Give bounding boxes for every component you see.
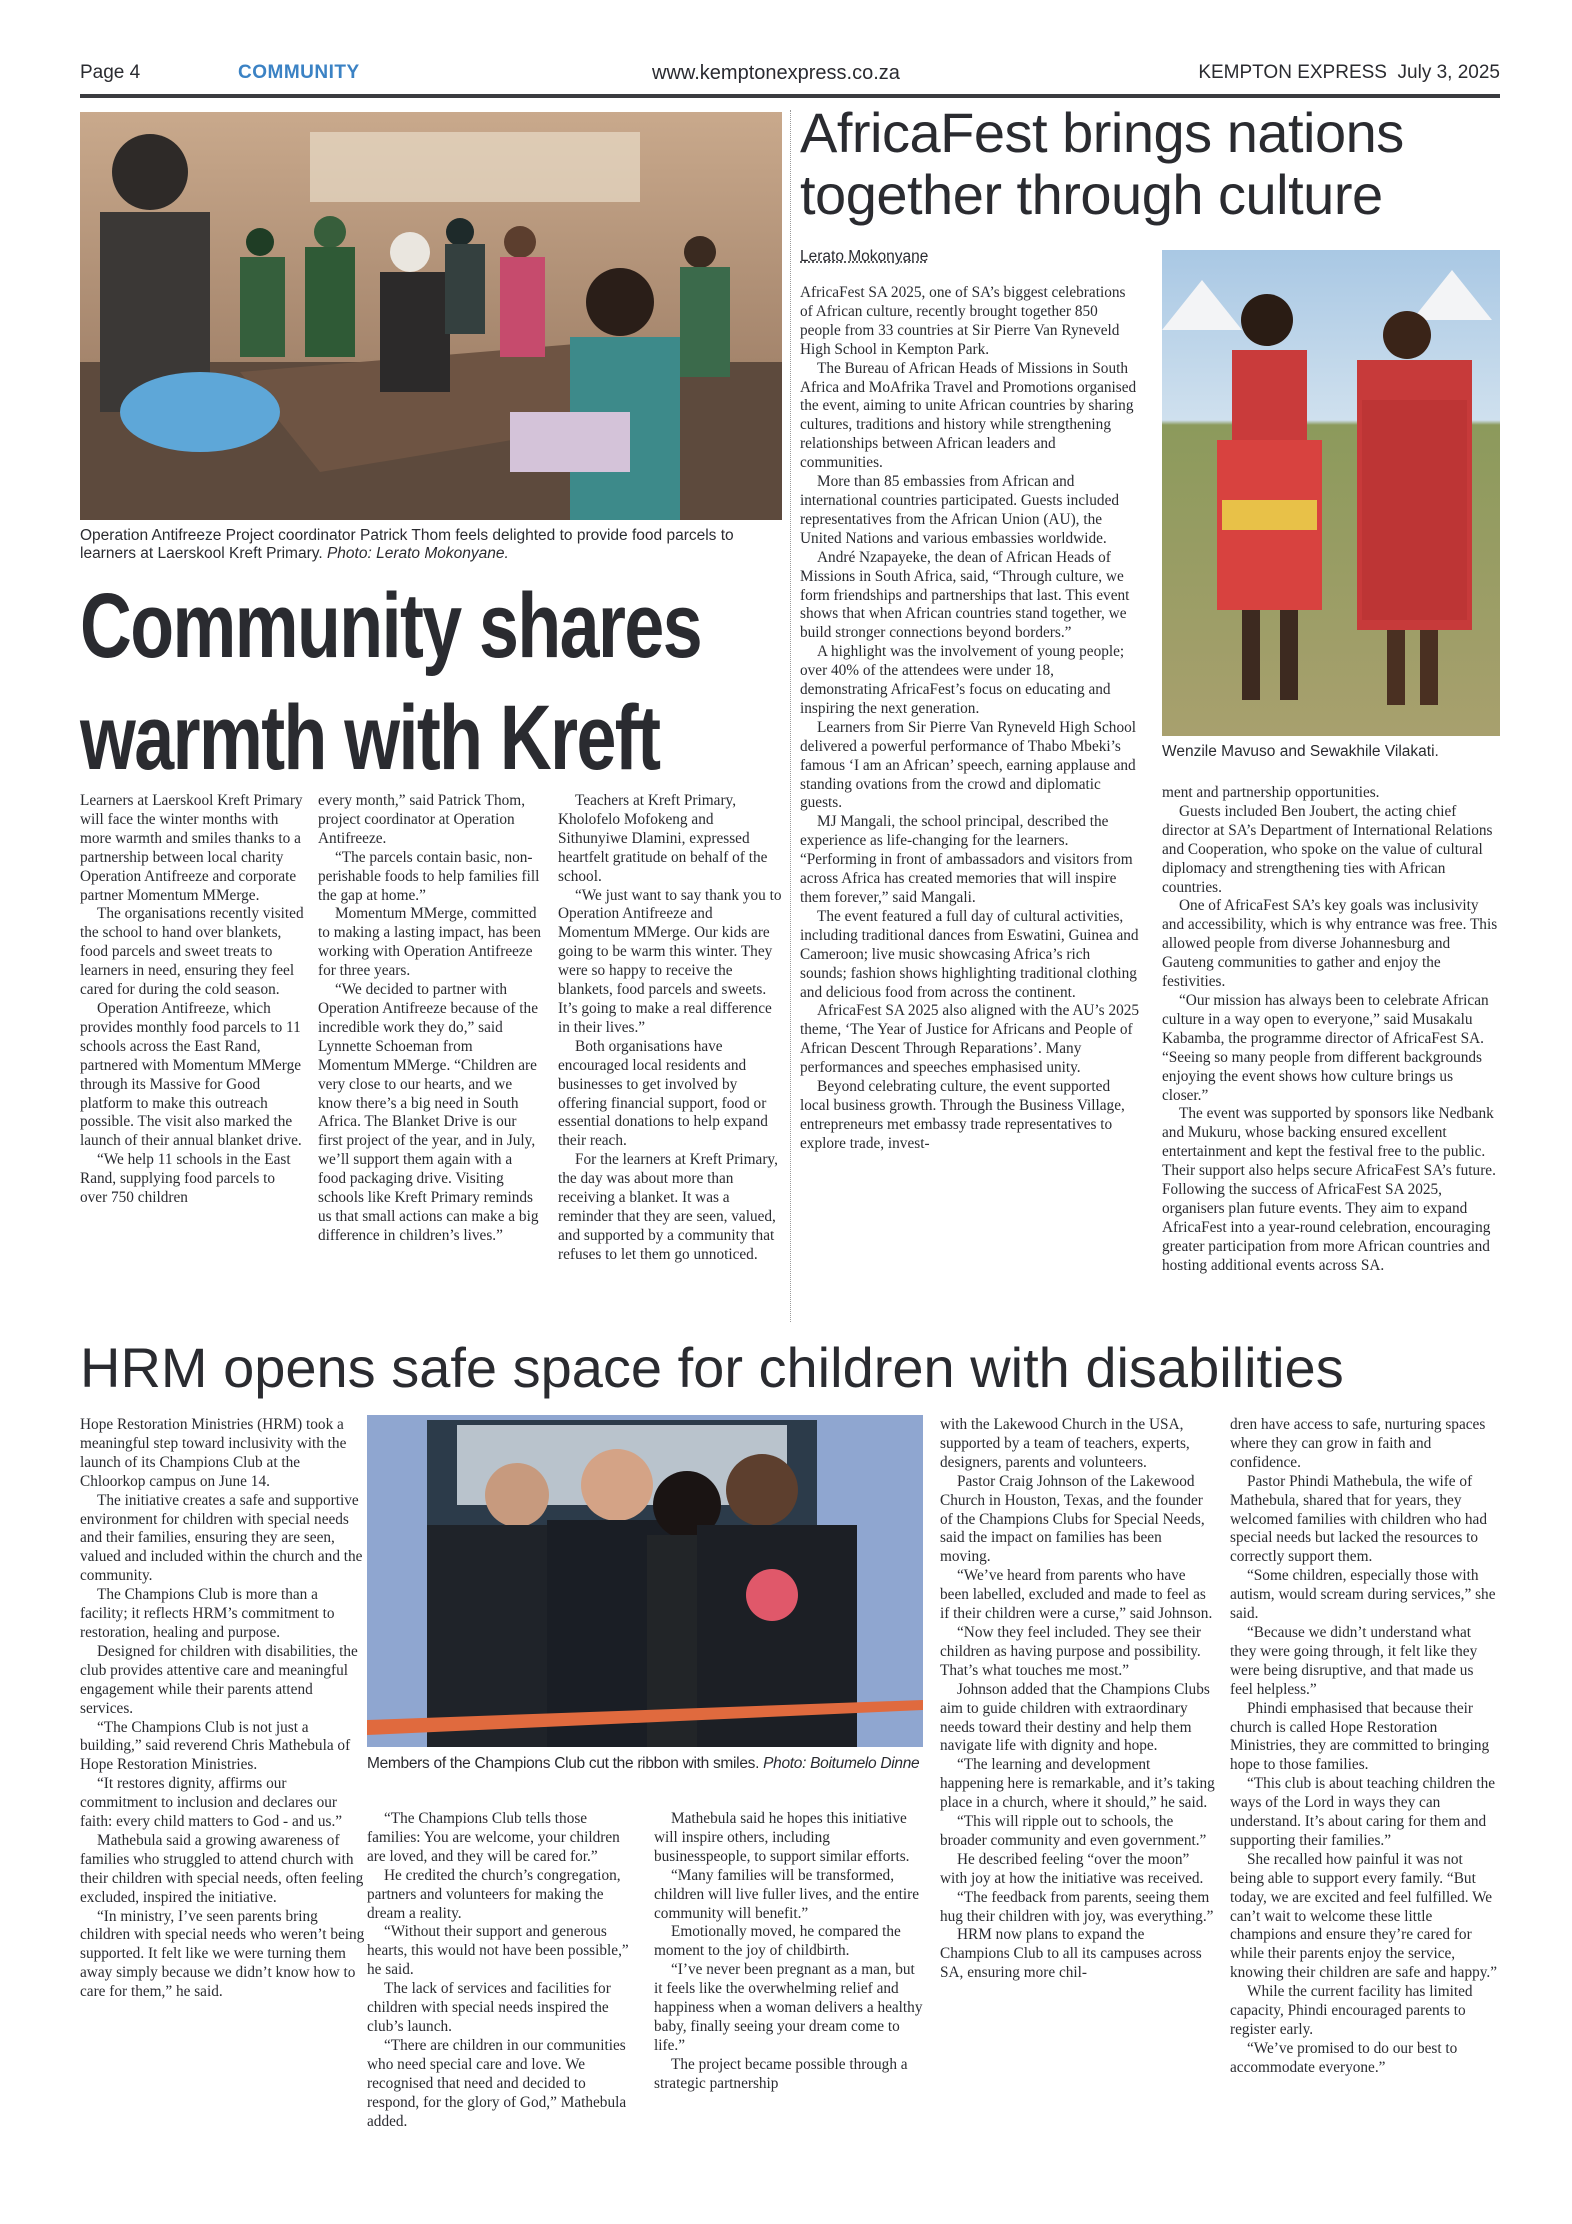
paragraph: The lack of services and facilities for children with special needs inspired the club’s launch.	[367, 1980, 611, 2035]
africafest-column-1	[800, 284, 1140, 1154]
website-url[interactable]: www.kemptonexpress.co.za	[652, 62, 900, 84]
paragraph: One of AfricaFest SA’s key goals was inclusivity and accessibility, which is why entrance was free. This allowed people from diverse Johannesburg and Gauteng communities to gather and enjoy the festivities.	[1162, 897, 1498, 991]
paragraph: Guests included Ben Joubert, the acting chief director at SA’s Department of International Relations and Cooperation, who spoke on the value of cultural diplomacy and strengthening ties with African countries.	[1162, 802, 1493, 896]
paragraph: Mathebula said he hopes this initiative will inspire others, including businesspeople, to support similar efforts.	[654, 1810, 910, 1865]
dancers-photo-illustration	[1162, 250, 1500, 736]
paragraph: every month,” said Patrick Thom, project coordinator at Operation Antifreeze.	[318, 792, 526, 847]
paragraph: “Because we didn’t understand what they were going through, it felt like they were being disruptive, and that made us feel helpless.”	[1230, 1623, 1478, 1698]
hrm-photo	[367, 1415, 923, 1747]
paragraph: Learners at Laerskool Kreft Primary will face the winter months with more warmth and smiles thanks to a partnership between local charity Operation Antifreeze and corporate partner Momentum MMerge.	[80, 792, 303, 904]
paragraph: “The feedback from parents, seeing them hug their children with joy, was everything.”	[940, 1888, 1214, 1925]
paragraph: “I’ve never been pregnant as a man, but it feels like the overwhelming relief and happiness when a woman delivers a healthy baby, finally seeing your dream come to life.”	[654, 1961, 923, 2054]
hrm-column-3	[654, 1810, 924, 2094]
paragraph: For the learners at Kreft Primary, the day was about more than receiving a blanket. It was a reminder that they are seen, valued, and supported by a community that refuses to let them go unnoticed.	[558, 1151, 778, 1263]
paragraph: with the Lakewood Church in the USA, supported by a team of teachers, experts, designers, parents and volunteers.	[940, 1416, 1190, 1471]
paragraph: “We’ve heard from parents who have been labelled, excluded and made to feel as if their children were a curse,” said Johnson.	[940, 1567, 1213, 1623]
kreft-headline-line1: Community shares	[80, 575, 702, 677]
africafest-headline-line2: together through culture	[800, 163, 1383, 226]
kreft-photo-credit: Photo: Lerato Mokonyane.	[326, 545, 509, 562]
paragraph: “The Champions Club tells those families: You are welcome, your children are loved, and they will be cared for.”	[367, 1810, 620, 1865]
paragraph: André Nzapayeke, the dean of African Heads of Missions in South Africa, said, “Through culture, we form friendships and partnerships that last. This event shows that when African countries stand together, we build stronger connections beyond borders.”	[800, 548, 1130, 642]
hrm-headline: HRM opens safe space for children with disabilities	[80, 1336, 1344, 1399]
paragraph: “The Champions Club is not just a building,” said reverend Chris Mathebula of Hope Restoration Ministries.	[80, 1718, 351, 1774]
section-label[interactable]: COMMUNITY	[238, 62, 360, 83]
kreft-column-3	[558, 792, 783, 1265]
hrm-column-5	[1230, 1416, 1500, 2078]
paragraph: A highlight was the involvement of young people; over 40% of the attendees were under 18, demonstrating AfricaFest’s focus on educating and inspiring the next generation.	[800, 643, 1125, 717]
kreft-photo	[80, 112, 782, 520]
paragraph: “Without their support and generous hearts, this would not have been possible,” he said.	[367, 1923, 629, 1979]
africafest-photo-caption: Wenzile Mavuso and Sewakhile Vilakati.	[1162, 743, 1439, 760]
paragraph: “The parcels contain basic, non-perishable foods to help families fill the gap at home.”	[318, 848, 540, 904]
paragraph: “Our mission has always been to celebrate African culture in a way open to everyone,” said Musakalu Kabamba, the programme director of AfricaFest SA. “Seeing so many people from different backgrounds enjoying the event shows how culture brings us closer.”	[1162, 991, 1489, 1104]
paragraph: The organisations recently visited the school to hand over blankets, food parcels and sweet treats to learners in need, ensuring they feel cared for during the cold season.	[80, 905, 304, 999]
paragraph: The event featured a full day of cultural activities, including traditional dances from Eswatini, Guinea and Cameroon; live music showcasing Africa’s rich sounds; fashion shows highlighting traditional clothing and delicious food from across the continent.	[800, 907, 1139, 1001]
paragraph: More than 85 embassies from African and international countries participated. Guests included representatives from the African Union (AU), the United Nations and various embassies worldwide.	[800, 473, 1120, 547]
paragraph: MJ Mangali, the school principal, described the experience as life-changing for the learners. “Performing in front of ambassadors and visitors from across Africa has created memories that will inspire them forever,” said Mangali.	[800, 813, 1133, 906]
paragraph: “We’ve promised to do our best to accommodate everyone.”	[1230, 2039, 1458, 2076]
paragraph: “Many families will be transformed, children will live fuller lives, and the entire community will benefit.”	[654, 1866, 920, 1922]
paragraph: dren have access to safe, nurturing spaces where they can grow in faith and confidence.	[1230, 1416, 1486, 1471]
masthead-rule	[80, 94, 1500, 98]
hrm-column-1	[80, 1416, 365, 2002]
paragraph: “There are children in our communities who need special care and love. We recognised that need and decided to respond, for the glory of God,” Mathebula added.	[367, 2036, 627, 2130]
paragraph: Hope Restoration Ministries (HRM) took a meaningful step toward inclusivity with the launch of its Champions Club at the Chloorkop campus on June 14.	[80, 1416, 347, 1490]
paragraph: The Champions Club is more than a facility; it reflects HRM’s commitment to restoration, healing and purpose.	[80, 1586, 335, 1641]
paragraph: Learners from Sir Pierre Van Ryneveld High School delivered a powerful performance of Thabo Mbeki’s famous ‘I am an African’ speech, earning applause and standing ovations from the crowd and diplomatic guests.	[800, 718, 1136, 812]
hrm-photo-credit: Photo: Boitumelo Dinne	[763, 1755, 920, 1772]
paragraph: Pastor Craig Johnson of the Lakewood Church in Houston, Texas, and the founder of the Champions Clubs for Special Needs, said the impact on families has been moving.	[940, 1472, 1205, 1566]
kreft-column-2	[318, 792, 543, 1246]
page-number: Page 4	[80, 62, 141, 83]
paragraph: Operation Antifreeze, which provides monthly food parcels to 11 schools across the East Rand, partnered with Momentum MMerge through its Massive for Good platform to make this outreach possible. The visit also marked the launch of their annual blanket drive.	[80, 999, 302, 1150]
ribbon-cutting-photo-illustration	[367, 1415, 923, 1747]
paragraph: ment and partnership opportunities.	[1162, 784, 1380, 801]
paragraph: While the current facility has limited capacity, Phindi encouraged parents to register early.	[1230, 1983, 1473, 2038]
paragraph: “It restores dignity, affirms our commitment to inclusion and declares our faith: every child matters to God - and us.”	[80, 1775, 343, 1831]
paragraph: “We help 11 schools in the East Rand, supplying food parcels to over 750 children	[80, 1151, 291, 1207]
paragraph: Teachers at Kreft Primary, Kholofelo Mofokeng and Sithunyiwe Dlamini, expressed heartfelt gratitude on behalf of the school.	[558, 792, 768, 885]
hrm-photo-caption: Members of the Champions Club cut the ribbon with smiles. Photo: Boitumelo Dinne	[367, 1755, 920, 1772]
column-divider	[790, 110, 791, 1322]
publication-date: KEMPTON EXPRESS July 3, 2025	[1198, 62, 1500, 83]
africafest-headline-line1: AfricaFest brings nations	[800, 101, 1404, 164]
africafest-byline[interactable]: Lerato Mokonyane	[800, 248, 929, 265]
hrm-column-4	[940, 1416, 1215, 1983]
paragraph: AfricaFest SA 2025, one of SA’s biggest celebrations of African culture, recently brought together 850 people from 33 countries at Sir Pierre Van Ryneveld High School in Kempton Park.	[800, 284, 1126, 358]
paragraph: The event was supported by sponsors like Nedbank and Mukuru, whose backing ensured excellent entertainment and kept the festival free to the public. Their support also helps secure AfricaFest SA’s future. Following the success of AfricaFest SA 2025, organisers plan future events. They aim to expand AfricaFest into a year-round celebration, encouraging greater participation from more African countries and hosting additional events across SA.	[1162, 1105, 1496, 1274]
paragraph: Emotionally moved, he compared the moment to the joy of childbirth.	[654, 1923, 901, 1960]
paragraph: He credited the church’s congregation, partners and volunteers for making the dream a reality.	[367, 1866, 621, 1922]
paragraph: Phindi emphasised that because their church is called Hope Restoration Ministries, they are committed to bringing hope to those families.	[1230, 1699, 1490, 1774]
paragraph: AfricaFest SA 2025 also aligned with the AU’s 2025 theme, ‘The Year of Justice for Africans and People of African Descent Through Reparations’. Many performances and speeches emphasised unity.	[800, 1002, 1140, 1077]
paragraph: “Now they feel included. They see their children as having purpose and possibility. That’s what touches me most.”	[940, 1623, 1201, 1679]
paragraph: “This club is about teaching children the ways of the Lord in ways they can understand. It’s about caring for them and supporting their families.”	[1230, 1775, 1496, 1849]
paragraph: HRM now plans to expand the Champions Club to all its campuses across SA, ensuring more chil-	[940, 1926, 1202, 1982]
paragraph: Momentum MMerge, committed to making a lasting impact, has been working with Operation Antifreeze for three years.	[318, 905, 542, 980]
paragraph: “Some children, especially those with autism, would scream during services,” she said.	[1230, 1567, 1496, 1623]
hrm-column-2	[367, 1810, 637, 2131]
paragraph: “The learning and development happening here is remarkable, and it’s taking place in a church, where it should,” he said.	[940, 1756, 1215, 1812]
paragraph: Beyond celebrating culture, the event supported local business growth. Through the Business Village, entrepreneurs met embassy trade representatives to explore trade, invest-	[800, 1078, 1125, 1152]
paragraph: Designed for children with disabilities, the club provides attentive care and meaningful engagement while their parents attend services.	[80, 1642, 358, 1717]
africafest-column-2	[1162, 784, 1500, 1276]
paragraph: Johnson added that the Champions Clubs aim to guide children with extraordinary needs toward their destiny and help them navigate life with dignity and hope.	[940, 1680, 1210, 1755]
paragraph: Pastor Phindi Mathebula, the wife of Mathebula, shared that for years, they welcomed families with children who had special needs but lacked the resources to correctly support them.	[1230, 1472, 1487, 1566]
paragraph: “We decided to partner with Operation Antifreeze because of the incredible work they do,” said Lynnette Schoeman from Momentum MMerge. “Children are very close to our hearts, and we know there’s a big need in South Africa. The Blanket Drive is our first project of the year, and in July, we’ll support them again with a food packaging drive. Visiting schools like Kreft Primary reminds us that small actions can make a big difference in children’s lives.”	[318, 981, 539, 1244]
paragraph: Both organisations have encouraged local residents and businesses to get involved by offering financial support, food or essential donations to help expand their reach.	[558, 1037, 768, 1150]
masthead	[80, 62, 1500, 92]
paragraph: He described feeling “over the moon” with joy at how the initiative was received.	[940, 1850, 1204, 1887]
paragraph: “We just want to say thank you to Operation Antifreeze and Momentum MMerge. Our kids are going to be warm this winter. They were so happy to receive the blankets, food parcels and sweets. It’s going to make a real difference in their lives.”	[558, 886, 782, 1036]
paragraph: “In ministry, I’ve seen parents bring children with special needs who weren’t being supported. It felt like we were turning them away simply because we didn’t know how to care for them,” he said.	[80, 1907, 365, 2001]
kreft-headline-line2: warmth with Kreft	[80, 687, 660, 789]
paragraph: The Bureau of African Heads of Missions in South Africa and MoAfrika Travel and Promotions organised the event, aiming to unite African countries by sharing cultures, traditions and history while strengthening relationships between African leaders and communities.	[800, 359, 1137, 472]
paragraph: “This will ripple out to schools, the broader community and even government.”	[940, 1813, 1207, 1849]
africafest-photo	[1162, 250, 1500, 736]
paragraph: She recalled how painful it was not being able to support every family. “But today, we are excited and feel fulfilled. We can’t wait to welcome these little champions and ensure they’re cared for while their parents enjoy the service, knowing their children are safe and happy.”	[1230, 1850, 1498, 1982]
kreft-photo-caption: Operation Antifreeze Project coordinator Patrick Thom feels delighted to provide food parcels to learners at Laerskool Kreft Primary. Photo: Lerato Mokonyane.	[80, 527, 734, 562]
kreft-column-1	[80, 792, 305, 1208]
africafest-headline	[800, 102, 1500, 226]
paragraph: The initiative creates a safe and supportive environment for children with special needs and their families, ensuring they are seen, valued and included within the church and the community.	[80, 1491, 363, 1585]
paragraph: The project became possible through a strategic partnership	[654, 2055, 908, 2092]
paragraph: Mathebula said a growing awareness of families who struggled to attend church with their children with special needs, often feeling excluded, inspired the initiative.	[80, 1831, 364, 1906]
classroom-photo-illustration	[80, 112, 782, 520]
